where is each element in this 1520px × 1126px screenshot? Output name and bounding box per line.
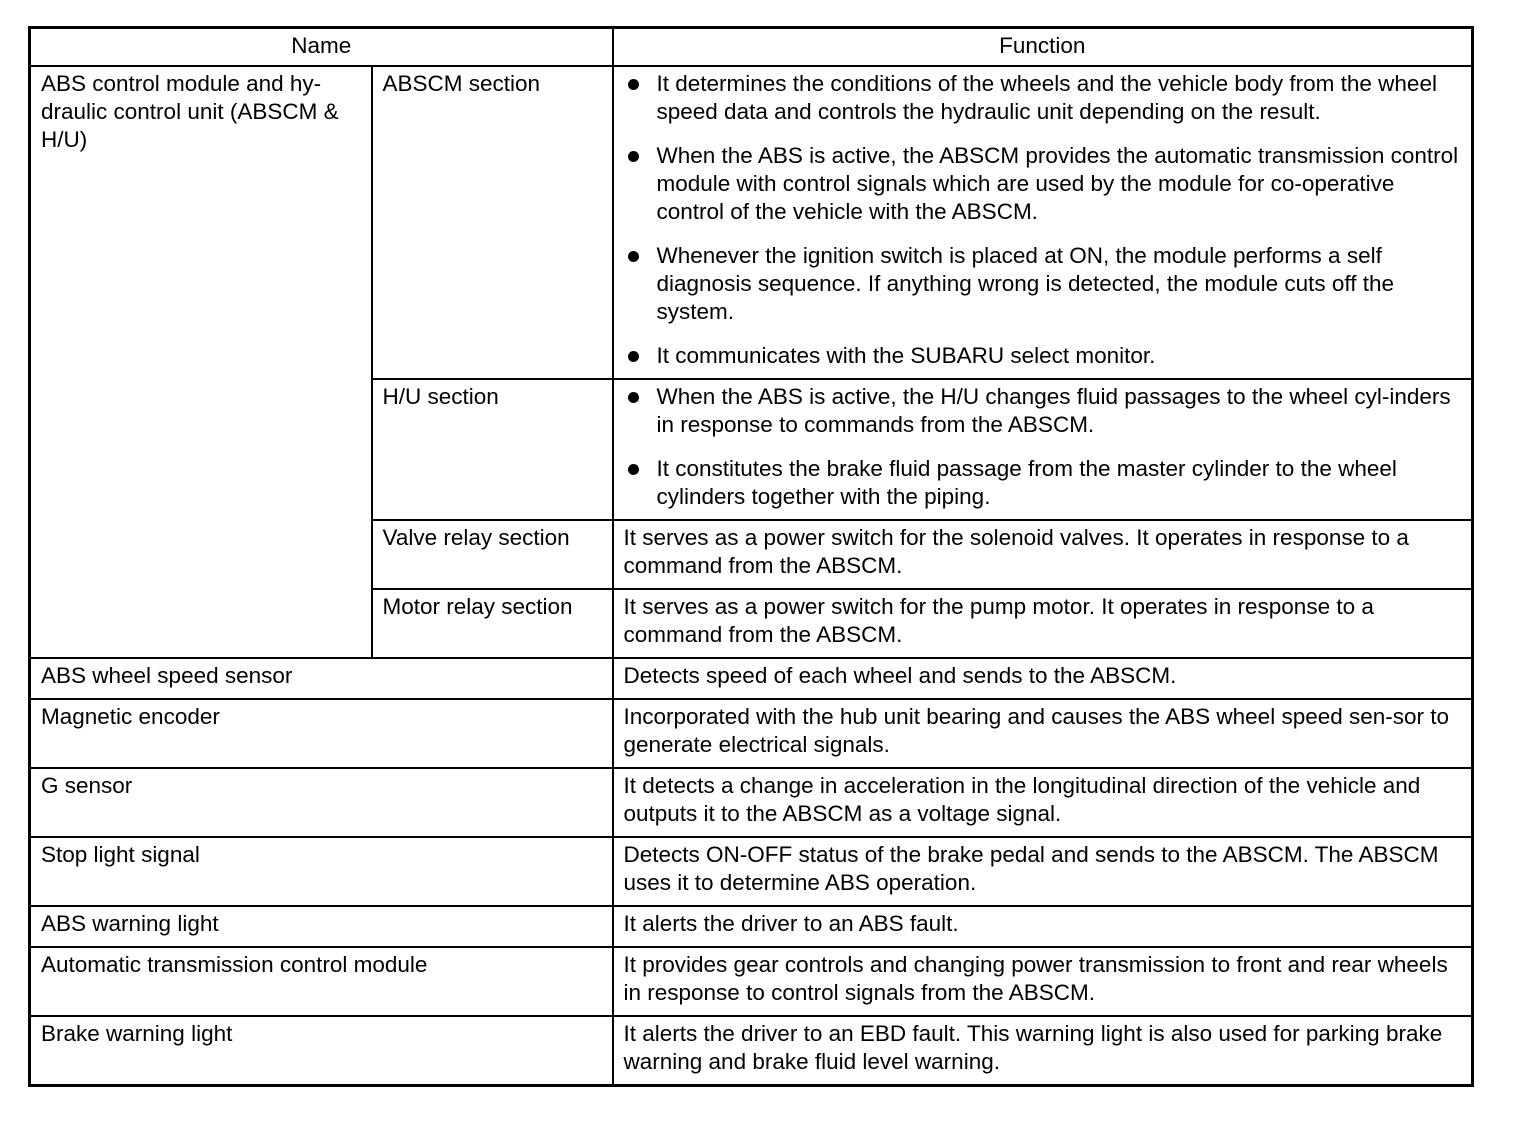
bullet-item bbox=[624, 342, 1462, 370]
table-row bbox=[30, 658, 1473, 699]
motor-relay-section-function: It serves as a power switch for the pump motor. It operates in response to a command from the ABSCM. bbox=[613, 589, 1473, 658]
hu-section-function bbox=[613, 379, 1473, 520]
table-row-abscm-section bbox=[30, 66, 1473, 379]
abscm-section-name: ABSCM section bbox=[372, 66, 613, 379]
abscm-bullet-list bbox=[624, 70, 1462, 370]
table-row bbox=[30, 947, 1473, 1016]
component-name: ABS warning light bbox=[30, 906, 613, 947]
bullet-item bbox=[624, 455, 1462, 511]
component-name: Stop light signal bbox=[30, 837, 613, 906]
component-function: It alerts the driver to an ABS fault. bbox=[613, 906, 1473, 947]
component-function-table bbox=[28, 26, 1474, 1087]
bullet-dot-icon bbox=[628, 79, 639, 90]
bullet-dot-icon bbox=[628, 351, 639, 362]
bullet-text: Whenever the ignition switch is placed at ON, the module performs a self diagnosis sequence. If anything wrong is detected, the module cuts off the system. bbox=[656, 243, 1395, 324]
bullet-text: When the ABS is active, the H/U changes fluid passages to the wheel cyl-inders in response to commands from the ABSCM. bbox=[656, 384, 1451, 437]
function-column-header: Function bbox=[613, 28, 1473, 67]
bullet-dot-icon bbox=[628, 392, 639, 403]
component-name: Brake warning light bbox=[30, 1016, 613, 1086]
abscm-hu-group-name: ABS control module and hy-draulic control unit (ABSCM & H/U) bbox=[30, 66, 372, 658]
bullet-item bbox=[624, 242, 1462, 326]
component-name: Magnetic encoder bbox=[30, 699, 613, 768]
table-row bbox=[30, 906, 1473, 947]
bullet-text: When the ABS is active, the ABSCM provides the automatic transmission control module with control signals which are used by the module for co-operative control of the vehicle with the ABSCM. bbox=[656, 143, 1459, 224]
bullet-dot-icon bbox=[628, 251, 639, 262]
table-row bbox=[30, 837, 1473, 906]
bullet-text: It communicates with the SUBARU select monitor. bbox=[656, 343, 1156, 368]
motor-relay-section-name: Motor relay section bbox=[372, 589, 613, 658]
component-function: It provides gear controls and changing power transmission to front and rear wheels in response to control signals from the ABSCM. bbox=[613, 947, 1473, 1016]
valve-relay-section-name: Valve relay section bbox=[372, 520, 613, 589]
bullet-text: It determines the conditions of the wheels and the vehicle body from the wheel speed data and controls the hydraulic unit depending on the result. bbox=[656, 71, 1437, 124]
table-row bbox=[30, 768, 1473, 837]
bullet-text: It constitutes the brake fluid passage from the master cylinder to the wheel cylinders together with the piping. bbox=[656, 456, 1397, 509]
hu-bullet-list bbox=[624, 383, 1462, 511]
table-row bbox=[30, 1016, 1473, 1086]
bullet-item bbox=[624, 142, 1462, 226]
valve-relay-section-function: It serves as a power switch for the solenoid valves. It operates in response to a command from the ABSCM. bbox=[613, 520, 1473, 589]
component-name: ABS wheel speed sensor bbox=[30, 658, 613, 699]
table-row bbox=[30, 699, 1473, 768]
abscm-section-function bbox=[613, 66, 1473, 379]
component-function: It alerts the driver to an EBD fault. This warning light is also used for parking brake warning and brake fluid level warning. bbox=[613, 1016, 1473, 1086]
bullet-item bbox=[624, 383, 1462, 439]
component-name: G sensor bbox=[30, 768, 613, 837]
bullet-dot-icon bbox=[628, 464, 639, 475]
bullet-item bbox=[624, 70, 1462, 126]
component-function: It detects a change in acceleration in the longitudinal direction of the vehicle and outputs it to the ABSCM as a voltage signal. bbox=[613, 768, 1473, 837]
component-function: Detects speed of each wheel and sends to the ABSCM. bbox=[613, 658, 1473, 699]
table-header-row bbox=[30, 28, 1473, 67]
component-name: Automatic transmission control module bbox=[30, 947, 613, 1016]
component-function: Detects ON-OFF status of the brake pedal and sends to the ABSCM. The ABSCM uses it to determine ABS operation. bbox=[613, 837, 1473, 906]
hu-section-name: H/U section bbox=[372, 379, 613, 520]
bullet-dot-icon bbox=[628, 151, 639, 162]
component-function: Incorporated with the hub unit bearing and causes the ABS wheel speed sen-sor to generate electrical signals. bbox=[613, 699, 1473, 768]
name-column-header: Name bbox=[30, 28, 613, 67]
